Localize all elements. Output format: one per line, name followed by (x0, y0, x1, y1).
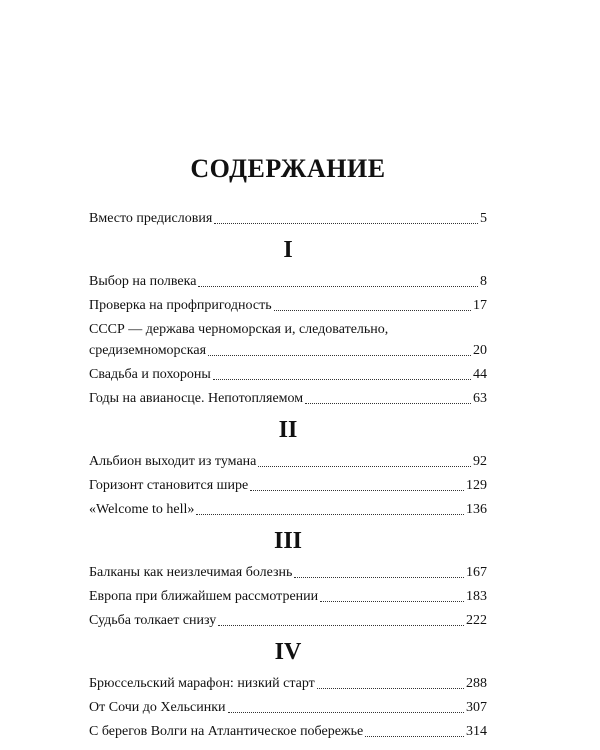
dot-leader (294, 577, 464, 578)
toc-entry-title: Балканы как неизлечимая болезнь (89, 565, 293, 580)
toc-entry (89, 451, 487, 472)
part-heading-4: IV (274, 639, 302, 665)
dot-leader (320, 601, 464, 602)
dot-leader (365, 736, 464, 737)
toc-entry-page: 183 (466, 589, 487, 604)
toc-entry-title: Альбион выходит из тумана (89, 454, 257, 469)
toc-entry (89, 562, 487, 583)
toc-entry-page: 5 (480, 211, 487, 226)
toc-entry-page: 92 (473, 454, 487, 469)
toc-entry (89, 697, 487, 718)
toc-entry-title: средиземноморская (89, 343, 207, 358)
dot-leader (258, 466, 471, 467)
dot-leader (250, 490, 464, 491)
toc-entry-page: 20 (473, 343, 487, 358)
toc-entry (89, 610, 487, 631)
toc-entry-page: 222 (466, 613, 487, 628)
toc-entry (89, 271, 487, 292)
toc-entry-title: Европа при ближайшем рассмотрении (89, 589, 319, 604)
toc-entry-page: 17 (473, 298, 487, 313)
toc-entry (89, 586, 487, 607)
toc-entry-page: 314 (466, 724, 487, 739)
toc-entry-page: 307 (466, 700, 487, 715)
toc-entry-page: 288 (466, 676, 487, 691)
toc-entry-title: «Welcome to hell» (89, 502, 195, 517)
toc-entry-title: Годы на авианосце. Непотопляемом (89, 391, 304, 406)
toc-entry-title: Выбор на полвека (89, 274, 197, 289)
toc-entry-intro (89, 208, 487, 229)
toc-entry-title: Вместо предисловия (89, 211, 213, 226)
toc-entry-line2 (89, 340, 487, 361)
toc-entry-title-line1: СССР — держава черноморская и, следовательно, (89, 322, 389, 337)
dot-leader (214, 223, 478, 224)
toc-entry (89, 475, 487, 496)
toc-entry-title: От Сочи до Хельсинки (89, 700, 226, 715)
dot-leader (228, 712, 464, 713)
toc-entry-page: 136 (466, 502, 487, 517)
dot-leader (317, 688, 464, 689)
toc-entry-title: С берегов Волги на Атлантическое побережье (89, 724, 364, 739)
toc-entry (89, 499, 487, 520)
part-heading-2: II (278, 417, 298, 443)
toc-entry (89, 673, 487, 694)
toc-entry (89, 388, 487, 409)
toc-entry (89, 319, 487, 361)
part-heading-3: III (273, 528, 303, 554)
toc-entry-title: Судьба толкает снизу (89, 613, 217, 628)
toc-entry (89, 721, 487, 742)
toc-entry-title: Брюссельский марафон: низкий старт (89, 676, 315, 691)
toc-entry-page: 63 (473, 391, 487, 406)
toc-entry-page: 167 (466, 565, 487, 580)
dot-leader (305, 403, 471, 404)
toc-entry (89, 295, 487, 316)
toc-entry-title: Горизонт становится шире (89, 478, 249, 493)
dot-leader (218, 625, 464, 626)
dot-leader (208, 355, 471, 356)
toc-entry-title: Свадьба и похороны (89, 367, 211, 382)
table-of-contents (89, 208, 487, 745)
part-heading-1: I (283, 237, 293, 263)
toc-entry-page: 129 (466, 478, 487, 493)
dot-leader (213, 379, 471, 380)
toc-entry (89, 364, 487, 385)
toc-entry-page: 44 (473, 367, 487, 382)
toc-entry-title: Проверка на профпригодность (89, 298, 272, 313)
toc-entry-page: 8 (480, 274, 487, 289)
dot-leader (198, 286, 478, 287)
dot-leader (196, 514, 464, 515)
dot-leader (274, 310, 471, 311)
page-title: СОДЕРЖАНИЕ (190, 154, 386, 183)
